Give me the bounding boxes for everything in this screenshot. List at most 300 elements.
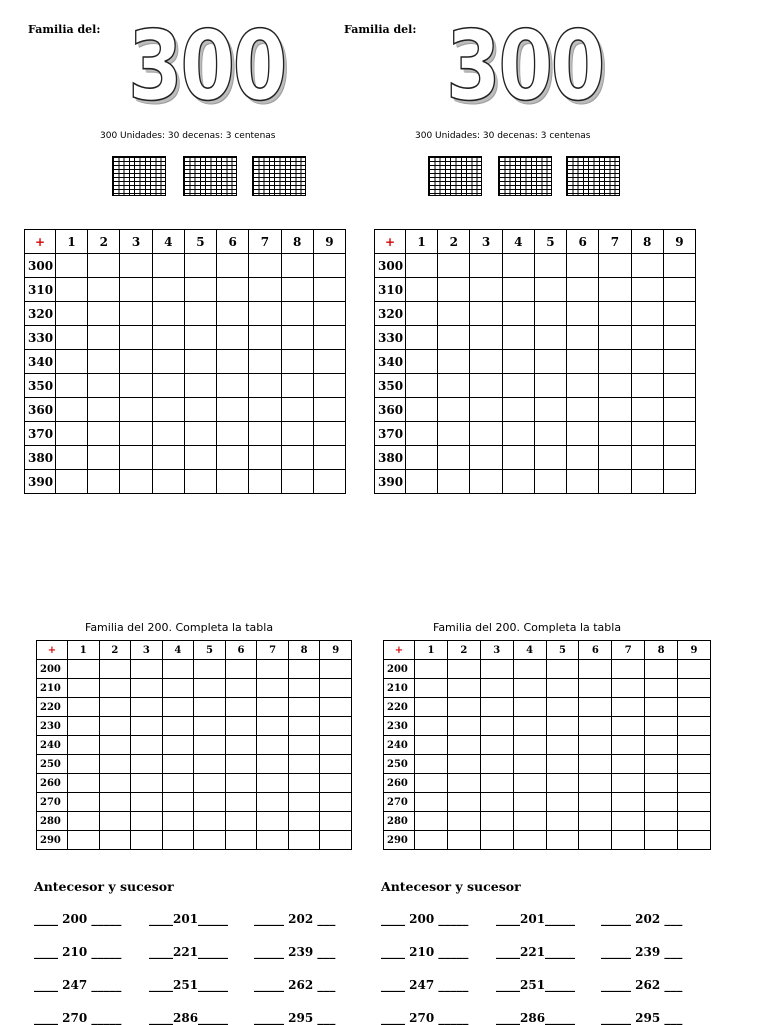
answer-cell[interactable] bbox=[88, 398, 120, 422]
answer-cell[interactable] bbox=[217, 302, 249, 326]
answer-cell[interactable] bbox=[68, 698, 100, 717]
answer-cell[interactable] bbox=[612, 736, 645, 755]
answer-cell[interactable] bbox=[567, 374, 599, 398]
answer-cell[interactable] bbox=[438, 302, 470, 326]
answer-cell[interactable] bbox=[217, 278, 249, 302]
antecesor-sucesor-item[interactable]: _____ 202 ___ bbox=[601, 912, 683, 926]
answer-cell[interactable] bbox=[99, 774, 131, 793]
answer-cell[interactable] bbox=[131, 812, 163, 831]
answer-cell[interactable] bbox=[288, 660, 320, 679]
answer-cell[interactable] bbox=[645, 679, 678, 698]
answer-cell[interactable] bbox=[88, 422, 120, 446]
answer-cell[interactable] bbox=[152, 278, 184, 302]
answer-cell[interactable] bbox=[663, 422, 695, 446]
answer-cell[interactable] bbox=[567, 398, 599, 422]
answer-cell[interactable] bbox=[406, 422, 438, 446]
answer-cell[interactable] bbox=[225, 793, 257, 812]
answer-cell[interactable] bbox=[249, 470, 281, 494]
answer-cell[interactable] bbox=[631, 470, 663, 494]
answer-cell[interactable] bbox=[162, 698, 194, 717]
answer-cell[interactable] bbox=[579, 679, 612, 698]
answer-cell[interactable] bbox=[612, 698, 645, 717]
answer-cell[interactable] bbox=[438, 326, 470, 350]
answer-cell[interactable] bbox=[546, 679, 579, 698]
answer-cell[interactable] bbox=[225, 736, 257, 755]
answer-cell[interactable] bbox=[579, 698, 612, 717]
answer-cell[interactable] bbox=[663, 470, 695, 494]
answer-cell[interactable] bbox=[131, 831, 163, 850]
answer-cell[interactable] bbox=[194, 812, 226, 831]
answer-cell[interactable] bbox=[288, 679, 320, 698]
answer-cell[interactable] bbox=[513, 774, 546, 793]
answer-cell[interactable] bbox=[131, 698, 163, 717]
answer-cell[interactable] bbox=[257, 812, 289, 831]
antecesor-sucesor-item[interactable]: ____ 247 _____ bbox=[381, 978, 469, 992]
answer-cell[interactable] bbox=[184, 398, 216, 422]
antecesor-sucesor-item[interactable]: ____201_____ bbox=[496, 912, 576, 926]
answer-cell[interactable] bbox=[546, 774, 579, 793]
answer-cell[interactable] bbox=[678, 698, 711, 717]
answer-cell[interactable] bbox=[567, 326, 599, 350]
answer-cell[interactable] bbox=[313, 374, 345, 398]
answer-cell[interactable] bbox=[502, 302, 534, 326]
answer-cell[interactable] bbox=[162, 812, 194, 831]
answer-cell[interactable] bbox=[480, 660, 513, 679]
answer-cell[interactable] bbox=[470, 422, 502, 446]
answer-cell[interactable] bbox=[645, 831, 678, 850]
answer-cell[interactable] bbox=[567, 278, 599, 302]
antecesor-sucesor-item[interactable]: ____ 200 _____ bbox=[34, 912, 122, 926]
answer-cell[interactable] bbox=[313, 446, 345, 470]
answer-cell[interactable] bbox=[470, 278, 502, 302]
answer-cell[interactable] bbox=[480, 736, 513, 755]
answer-cell[interactable] bbox=[225, 831, 257, 850]
answer-cell[interactable] bbox=[678, 717, 711, 736]
answer-cell[interactable] bbox=[447, 793, 480, 812]
answer-cell[interactable] bbox=[567, 446, 599, 470]
answer-cell[interactable] bbox=[502, 350, 534, 374]
answer-cell[interactable] bbox=[131, 793, 163, 812]
answer-cell[interactable] bbox=[56, 398, 88, 422]
answer-cell[interactable] bbox=[567, 302, 599, 326]
answer-cell[interactable] bbox=[225, 717, 257, 736]
answer-cell[interactable] bbox=[415, 793, 448, 812]
answer-cell[interactable] bbox=[480, 755, 513, 774]
answer-cell[interactable] bbox=[313, 470, 345, 494]
answer-cell[interactable] bbox=[447, 755, 480, 774]
answer-cell[interactable] bbox=[415, 831, 448, 850]
answer-cell[interactable] bbox=[513, 755, 546, 774]
answer-cell[interactable] bbox=[612, 793, 645, 812]
answer-cell[interactable] bbox=[406, 374, 438, 398]
answer-cell[interactable] bbox=[217, 350, 249, 374]
answer-cell[interactable] bbox=[663, 374, 695, 398]
answer-cell[interactable] bbox=[502, 470, 534, 494]
answer-cell[interactable] bbox=[162, 831, 194, 850]
answer-cell[interactable] bbox=[599, 326, 631, 350]
answer-cell[interactable] bbox=[513, 736, 546, 755]
answer-cell[interactable] bbox=[534, 422, 566, 446]
answer-cell[interactable] bbox=[320, 793, 352, 812]
answer-cell[interactable] bbox=[480, 793, 513, 812]
answer-cell[interactable] bbox=[406, 446, 438, 470]
answer-cell[interactable] bbox=[56, 350, 88, 374]
answer-cell[interactable] bbox=[645, 660, 678, 679]
answer-cell[interactable] bbox=[480, 717, 513, 736]
answer-cell[interactable] bbox=[513, 831, 546, 850]
answer-cell[interactable] bbox=[546, 736, 579, 755]
answer-cell[interactable] bbox=[56, 326, 88, 350]
answer-cell[interactable] bbox=[56, 254, 88, 278]
answer-cell[interactable] bbox=[612, 717, 645, 736]
answer-cell[interactable] bbox=[131, 755, 163, 774]
answer-cell[interactable] bbox=[599, 302, 631, 326]
answer-cell[interactable] bbox=[162, 793, 194, 812]
answer-cell[interactable] bbox=[631, 326, 663, 350]
antecesor-sucesor-item[interactable]: _____ 262 ___ bbox=[254, 978, 336, 992]
answer-cell[interactable] bbox=[88, 374, 120, 398]
answer-cell[interactable] bbox=[88, 278, 120, 302]
answer-cell[interactable] bbox=[313, 326, 345, 350]
antecesor-sucesor-item[interactable]: _____ 239 ___ bbox=[601, 945, 683, 959]
answer-cell[interactable] bbox=[184, 254, 216, 278]
answer-cell[interactable] bbox=[612, 679, 645, 698]
answer-cell[interactable] bbox=[546, 660, 579, 679]
answer-cell[interactable] bbox=[502, 374, 534, 398]
answer-cell[interactable] bbox=[415, 755, 448, 774]
answer-cell[interactable] bbox=[281, 350, 313, 374]
answer-cell[interactable] bbox=[579, 755, 612, 774]
answer-cell[interactable] bbox=[513, 660, 546, 679]
answer-cell[interactable] bbox=[513, 717, 546, 736]
answer-cell[interactable] bbox=[438, 254, 470, 278]
answer-cell[interactable] bbox=[631, 422, 663, 446]
answer-cell[interactable] bbox=[288, 717, 320, 736]
answer-cell[interactable] bbox=[470, 398, 502, 422]
answer-cell[interactable] bbox=[120, 350, 152, 374]
answer-cell[interactable] bbox=[249, 398, 281, 422]
answer-cell[interactable] bbox=[120, 254, 152, 278]
answer-cell[interactable] bbox=[567, 422, 599, 446]
answer-cell[interactable] bbox=[194, 679, 226, 698]
answer-cell[interactable] bbox=[678, 793, 711, 812]
answer-cell[interactable] bbox=[502, 398, 534, 422]
answer-cell[interactable] bbox=[99, 831, 131, 850]
answer-cell[interactable] bbox=[88, 326, 120, 350]
answer-cell[interactable] bbox=[579, 812, 612, 831]
answer-cell[interactable] bbox=[68, 755, 100, 774]
answer-cell[interactable] bbox=[281, 398, 313, 422]
answer-cell[interactable] bbox=[99, 698, 131, 717]
answer-cell[interactable] bbox=[612, 660, 645, 679]
answer-cell[interactable] bbox=[257, 679, 289, 698]
answer-cell[interactable] bbox=[406, 398, 438, 422]
answer-cell[interactable] bbox=[579, 717, 612, 736]
answer-cell[interactable] bbox=[631, 398, 663, 422]
answer-cell[interactable] bbox=[534, 254, 566, 278]
answer-cell[interactable] bbox=[546, 812, 579, 831]
answer-cell[interactable] bbox=[415, 774, 448, 793]
answer-cell[interactable] bbox=[480, 831, 513, 850]
answer-cell[interactable] bbox=[288, 793, 320, 812]
answer-cell[interactable] bbox=[645, 736, 678, 755]
answer-cell[interactable] bbox=[249, 278, 281, 302]
answer-cell[interactable] bbox=[313, 398, 345, 422]
answer-cell[interactable] bbox=[546, 717, 579, 736]
answer-cell[interactable] bbox=[406, 302, 438, 326]
answer-cell[interactable] bbox=[567, 254, 599, 278]
answer-cell[interactable] bbox=[480, 774, 513, 793]
answer-cell[interactable] bbox=[194, 793, 226, 812]
answer-cell[interactable] bbox=[120, 374, 152, 398]
answer-cell[interactable] bbox=[663, 446, 695, 470]
answer-cell[interactable] bbox=[534, 470, 566, 494]
answer-cell[interactable] bbox=[313, 350, 345, 374]
answer-cell[interactable] bbox=[281, 470, 313, 494]
answer-cell[interactable] bbox=[313, 302, 345, 326]
answer-cell[interactable] bbox=[88, 302, 120, 326]
answer-cell[interactable] bbox=[447, 812, 480, 831]
answer-cell[interactable] bbox=[678, 812, 711, 831]
answer-cell[interactable] bbox=[663, 398, 695, 422]
answer-cell[interactable] bbox=[56, 374, 88, 398]
answer-cell[interactable] bbox=[406, 326, 438, 350]
answer-cell[interactable] bbox=[68, 717, 100, 736]
answer-cell[interactable] bbox=[68, 793, 100, 812]
antecesor-sucesor-item[interactable]: ____221_____ bbox=[149, 945, 229, 959]
answer-cell[interactable] bbox=[534, 302, 566, 326]
answer-cell[interactable] bbox=[438, 278, 470, 302]
answer-cell[interactable] bbox=[99, 793, 131, 812]
answer-cell[interactable] bbox=[502, 326, 534, 350]
answer-cell[interactable] bbox=[502, 422, 534, 446]
answer-cell[interactable] bbox=[184, 326, 216, 350]
answer-cell[interactable] bbox=[567, 470, 599, 494]
answer-cell[interactable] bbox=[631, 278, 663, 302]
answer-cell[interactable] bbox=[281, 254, 313, 278]
answer-cell[interactable] bbox=[281, 326, 313, 350]
answer-cell[interactable] bbox=[438, 446, 470, 470]
antecesor-sucesor-item[interactable]: ____251_____ bbox=[496, 978, 576, 992]
antecesor-sucesor-item[interactable]: ____ 270 _____ bbox=[381, 1011, 469, 1025]
antecesor-sucesor-item[interactable]: ____286_____ bbox=[149, 1011, 229, 1025]
answer-cell[interactable] bbox=[470, 374, 502, 398]
antecesor-sucesor-item[interactable]: _____ 202 ___ bbox=[254, 912, 336, 926]
answer-cell[interactable] bbox=[513, 698, 546, 717]
answer-cell[interactable] bbox=[257, 660, 289, 679]
answer-cell[interactable] bbox=[184, 374, 216, 398]
answer-cell[interactable] bbox=[281, 446, 313, 470]
answer-cell[interactable] bbox=[56, 302, 88, 326]
answer-cell[interactable] bbox=[645, 774, 678, 793]
answer-cell[interactable] bbox=[225, 755, 257, 774]
answer-cell[interactable] bbox=[152, 350, 184, 374]
answer-cell[interactable] bbox=[502, 446, 534, 470]
answer-cell[interactable] bbox=[599, 422, 631, 446]
answer-cell[interactable] bbox=[470, 254, 502, 278]
answer-cell[interactable] bbox=[612, 755, 645, 774]
answer-cell[interactable] bbox=[249, 302, 281, 326]
answer-cell[interactable] bbox=[152, 374, 184, 398]
answer-cell[interactable] bbox=[320, 774, 352, 793]
answer-cell[interactable] bbox=[99, 755, 131, 774]
answer-cell[interactable] bbox=[68, 679, 100, 698]
antecesor-sucesor-item[interactable]: ____ 210 _____ bbox=[34, 945, 122, 959]
answer-cell[interactable] bbox=[631, 350, 663, 374]
answer-cell[interactable] bbox=[56, 446, 88, 470]
answer-cell[interactable] bbox=[152, 422, 184, 446]
answer-cell[interactable] bbox=[470, 326, 502, 350]
answer-cell[interactable] bbox=[438, 398, 470, 422]
answer-cell[interactable] bbox=[217, 326, 249, 350]
answer-cell[interactable] bbox=[406, 278, 438, 302]
answer-cell[interactable] bbox=[249, 254, 281, 278]
answer-cell[interactable] bbox=[88, 254, 120, 278]
antecesor-sucesor-item[interactable]: ____ 210 _____ bbox=[381, 945, 469, 959]
answer-cell[interactable] bbox=[645, 698, 678, 717]
answer-cell[interactable] bbox=[599, 350, 631, 374]
answer-cell[interactable] bbox=[68, 736, 100, 755]
answer-cell[interactable] bbox=[249, 446, 281, 470]
answer-cell[interactable] bbox=[320, 831, 352, 850]
answer-cell[interactable] bbox=[249, 422, 281, 446]
answer-cell[interactable] bbox=[579, 736, 612, 755]
answer-cell[interactable] bbox=[313, 422, 345, 446]
answer-cell[interactable] bbox=[320, 660, 352, 679]
answer-cell[interactable] bbox=[480, 812, 513, 831]
answer-cell[interactable] bbox=[502, 254, 534, 278]
answer-cell[interactable] bbox=[131, 679, 163, 698]
answer-cell[interactable] bbox=[447, 660, 480, 679]
answer-cell[interactable] bbox=[663, 326, 695, 350]
answer-cell[interactable] bbox=[249, 350, 281, 374]
answer-cell[interactable] bbox=[320, 812, 352, 831]
answer-cell[interactable] bbox=[152, 398, 184, 422]
answer-cell[interactable] bbox=[480, 679, 513, 698]
answer-cell[interactable] bbox=[678, 660, 711, 679]
answer-cell[interactable] bbox=[645, 793, 678, 812]
answer-cell[interactable] bbox=[534, 350, 566, 374]
answer-cell[interactable] bbox=[313, 254, 345, 278]
answer-cell[interactable] bbox=[152, 446, 184, 470]
answer-cell[interactable] bbox=[320, 736, 352, 755]
answer-cell[interactable] bbox=[56, 278, 88, 302]
answer-cell[interactable] bbox=[184, 470, 216, 494]
antecesor-sucesor-item[interactable]: _____ 262 ___ bbox=[601, 978, 683, 992]
answer-cell[interactable] bbox=[288, 812, 320, 831]
answer-cell[interactable] bbox=[162, 660, 194, 679]
answer-cell[interactable] bbox=[162, 679, 194, 698]
antecesor-sucesor-item[interactable]: _____ 239 ___ bbox=[254, 945, 336, 959]
answer-cell[interactable] bbox=[470, 302, 502, 326]
answer-cell[interactable] bbox=[56, 470, 88, 494]
answer-cell[interactable] bbox=[438, 374, 470, 398]
answer-cell[interactable] bbox=[68, 812, 100, 831]
answer-cell[interactable] bbox=[88, 470, 120, 494]
antecesor-sucesor-item[interactable]: ____221_____ bbox=[496, 945, 576, 959]
answer-cell[interactable] bbox=[184, 302, 216, 326]
answer-cell[interactable] bbox=[162, 717, 194, 736]
answer-cell[interactable] bbox=[281, 278, 313, 302]
answer-cell[interactable] bbox=[447, 698, 480, 717]
answer-cell[interactable] bbox=[447, 736, 480, 755]
answer-cell[interactable] bbox=[120, 326, 152, 350]
answer-cell[interactable] bbox=[546, 755, 579, 774]
answer-cell[interactable] bbox=[599, 254, 631, 278]
answer-cell[interactable] bbox=[502, 278, 534, 302]
answer-cell[interactable] bbox=[217, 422, 249, 446]
answer-cell[interactable] bbox=[257, 698, 289, 717]
answer-cell[interactable] bbox=[470, 446, 502, 470]
answer-cell[interactable] bbox=[131, 660, 163, 679]
answer-cell[interactable] bbox=[217, 374, 249, 398]
answer-cell[interactable] bbox=[217, 446, 249, 470]
answer-cell[interactable] bbox=[447, 717, 480, 736]
answer-cell[interactable] bbox=[152, 326, 184, 350]
answer-cell[interactable] bbox=[194, 755, 226, 774]
answer-cell[interactable] bbox=[162, 774, 194, 793]
answer-cell[interactable] bbox=[120, 470, 152, 494]
answer-cell[interactable] bbox=[225, 698, 257, 717]
answer-cell[interactable] bbox=[184, 350, 216, 374]
answer-cell[interactable] bbox=[249, 326, 281, 350]
answer-cell[interactable] bbox=[678, 831, 711, 850]
answer-cell[interactable] bbox=[320, 679, 352, 698]
answer-cell[interactable] bbox=[513, 679, 546, 698]
answer-cell[interactable] bbox=[257, 736, 289, 755]
answer-cell[interactable] bbox=[68, 774, 100, 793]
answer-cell[interactable] bbox=[257, 793, 289, 812]
answer-cell[interactable] bbox=[567, 350, 599, 374]
answer-cell[interactable] bbox=[249, 374, 281, 398]
antecesor-sucesor-item[interactable]: ____251_____ bbox=[149, 978, 229, 992]
antecesor-sucesor-item[interactable]: ____ 270 _____ bbox=[34, 1011, 122, 1025]
answer-cell[interactable] bbox=[184, 446, 216, 470]
answer-cell[interactable] bbox=[320, 755, 352, 774]
answer-cell[interactable] bbox=[415, 679, 448, 698]
answer-cell[interactable] bbox=[612, 831, 645, 850]
answer-cell[interactable] bbox=[678, 736, 711, 755]
answer-cell[interactable] bbox=[447, 679, 480, 698]
answer-cell[interactable] bbox=[631, 374, 663, 398]
answer-cell[interactable] bbox=[534, 374, 566, 398]
antecesor-sucesor-item[interactable]: ____201_____ bbox=[149, 912, 229, 926]
answer-cell[interactable] bbox=[599, 278, 631, 302]
answer-cell[interactable] bbox=[257, 774, 289, 793]
answer-cell[interactable] bbox=[406, 254, 438, 278]
answer-cell[interactable] bbox=[612, 812, 645, 831]
answer-cell[interactable] bbox=[99, 679, 131, 698]
answer-cell[interactable] bbox=[579, 660, 612, 679]
answer-cell[interactable] bbox=[534, 446, 566, 470]
answer-cell[interactable] bbox=[678, 679, 711, 698]
answer-cell[interactable] bbox=[438, 422, 470, 446]
answer-cell[interactable] bbox=[579, 774, 612, 793]
answer-cell[interactable] bbox=[288, 755, 320, 774]
answer-cell[interactable] bbox=[320, 698, 352, 717]
answer-cell[interactable] bbox=[438, 470, 470, 494]
answer-cell[interactable] bbox=[612, 774, 645, 793]
answer-cell[interactable] bbox=[217, 470, 249, 494]
answer-cell[interactable] bbox=[120, 422, 152, 446]
answer-cell[interactable] bbox=[579, 831, 612, 850]
answer-cell[interactable] bbox=[599, 446, 631, 470]
answer-cell[interactable] bbox=[631, 446, 663, 470]
answer-cell[interactable] bbox=[599, 470, 631, 494]
answer-cell[interactable] bbox=[513, 793, 546, 812]
answer-cell[interactable] bbox=[415, 717, 448, 736]
answer-cell[interactable] bbox=[288, 736, 320, 755]
